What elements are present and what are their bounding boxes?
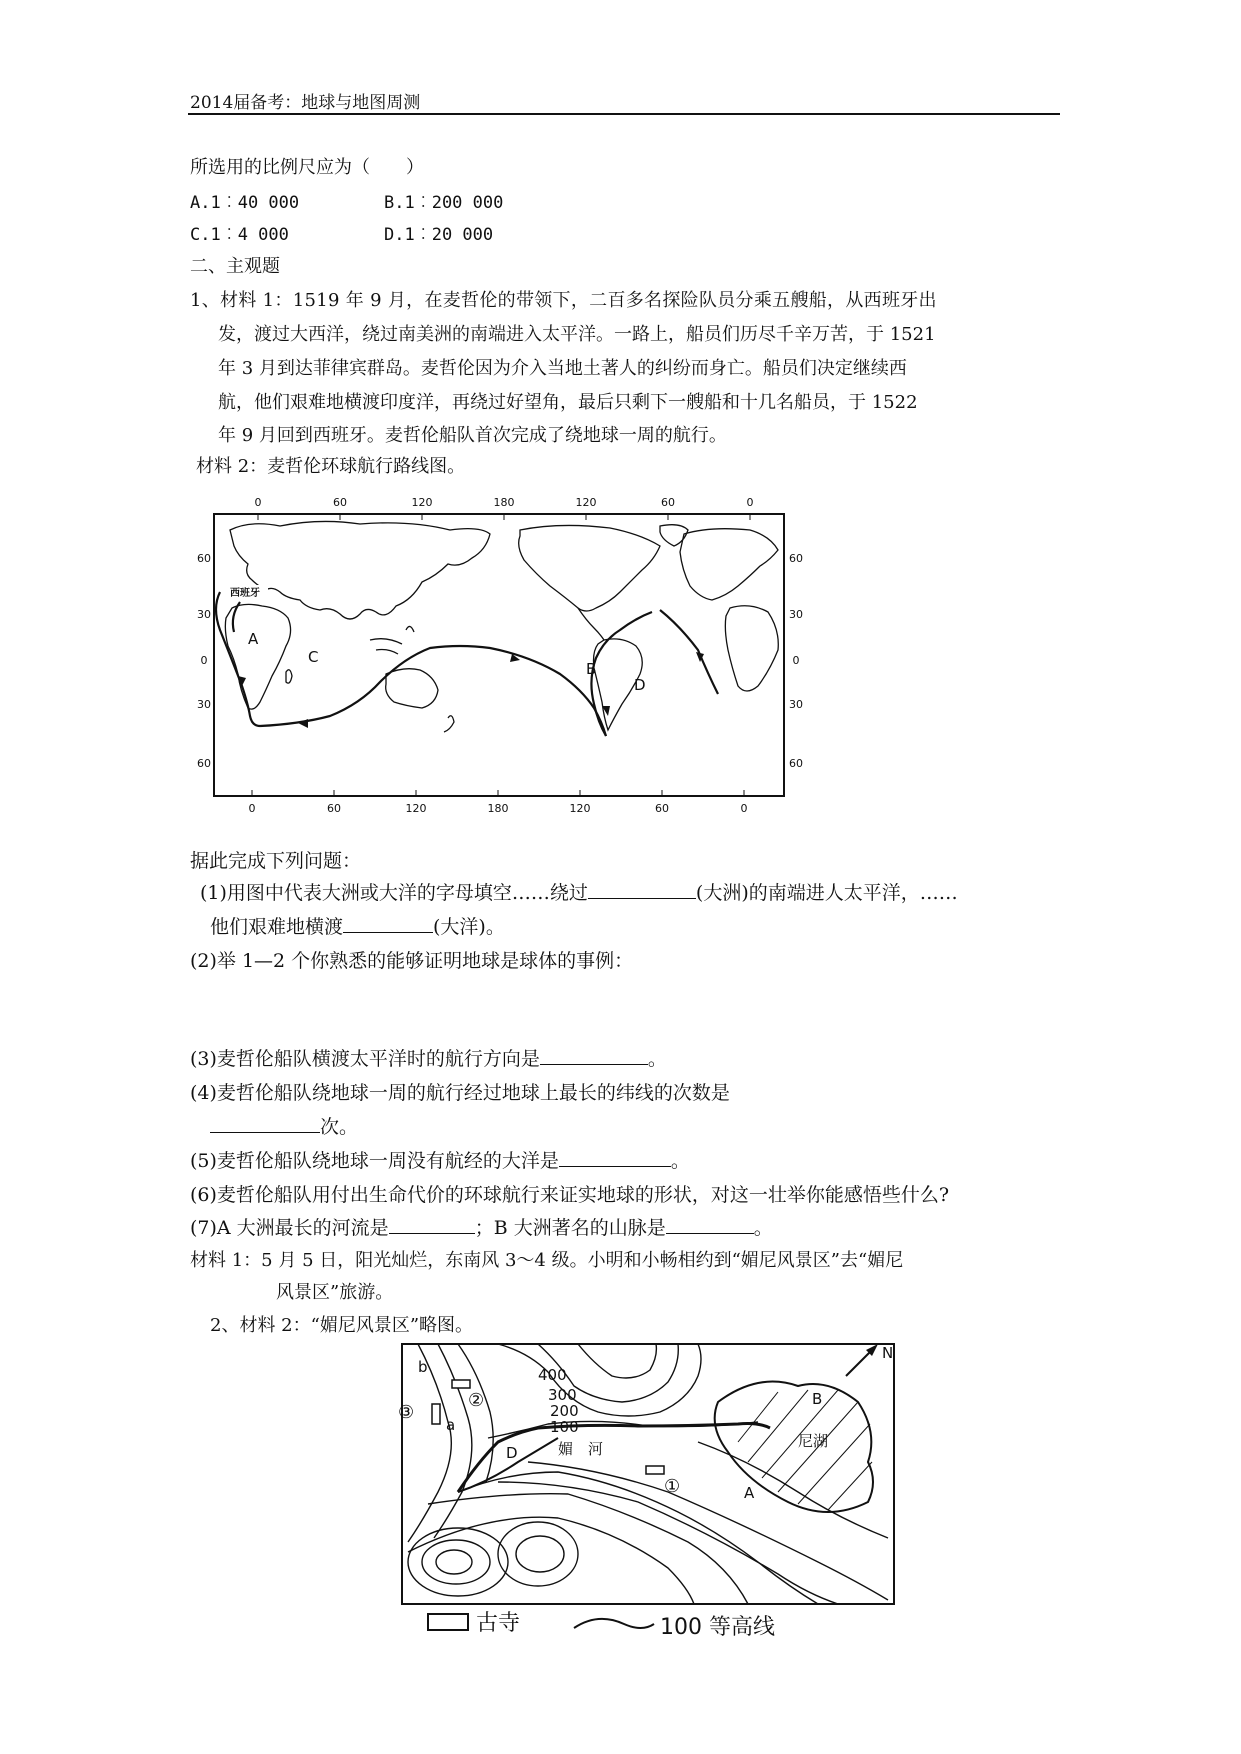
q1-material1-line3: 年 3 月到达菲律宾群岛。麦哲伦因为介入当地土著人的纠纷而身亡。船员们决定继续西 (218, 358, 907, 379)
contour-label: 100 (550, 1418, 579, 1436)
legend-temple-icon (428, 1614, 468, 1630)
map-top-tick: 60 (661, 496, 675, 509)
q1-sub4-answer: 次。 (210, 1112, 358, 1139)
q1-sub6: (6)麦哲伦船队用付出生命代价的环球航行来证实地球的形状，对这一壮举你能感悟些什么? (190, 1184, 950, 1206)
legend-contour-label: 100 等高线 (660, 1615, 775, 1640)
q1-sub3: (3)麦哲伦船队横渡太平洋时的航行方向是 。 (190, 1048, 667, 1070)
map-label-north: N (882, 1344, 894, 1362)
map-top-tick: 0 (254, 496, 262, 509)
map-label-d: D (634, 676, 646, 694)
q2-material1-line2: 风景区”旅游。 (276, 1282, 394, 1303)
q1-sub7-blank-river[interactable] (389, 1215, 475, 1234)
map-bottom-tick: 0 (740, 802, 748, 815)
map-label-site-3: ③ (398, 1402, 415, 1423)
map-top-tick: 120 (411, 496, 433, 509)
map-label-a: A (248, 630, 259, 648)
map-label-B: B (812, 1390, 823, 1408)
header-rule (188, 113, 1060, 115)
section-title: 二、主观题 (190, 256, 280, 277)
q1-material1-line5: 年 9 月回到西班牙。麦哲伦船队首次完成了绕地球一周的航行。 (218, 425, 727, 446)
q1-sub7: (7)A 大洲最长的河流是 ；B 大洲著名的山脉是 。 (190, 1217, 773, 1239)
contour-label: 400 (538, 1366, 567, 1384)
map-label-lake: 尼湖 (798, 1432, 829, 1450)
map-label-b-lower: b (418, 1358, 428, 1376)
map-top-tick: 60 (333, 496, 347, 509)
q1-sub1-line1: (1)用图中代表大洲或大洋的字母填空……绕过 (大洲)的南端进人太平洋，…… (200, 882, 958, 904)
map-right-tick: 30 (789, 608, 803, 621)
map-bottom-tick: 0 (248, 802, 256, 815)
scale-option-b: B.1︰200 000 (384, 193, 504, 213)
q1-sub2: (2)举 1—2 个你熟悉的能够证明地球是球体的事例： (190, 950, 634, 972)
q1-sub5: (5)麦哲伦船队绕地球一周没有航经的大洋是 。 (190, 1150, 690, 1172)
map-label-spain: 西班牙 (230, 588, 260, 599)
q1-material1-line4: 航，他们艰难地横渡印度洋，再绕过好望角，最后只剩下一艘船和十几名船员，于 1522 (218, 392, 918, 413)
contour-label: 200 (550, 1402, 579, 1420)
q1-sub1-blank-ocean[interactable] (343, 914, 433, 933)
legend-contour-icon (574, 1619, 654, 1628)
page-header: 2014届备考：地球与地图周测 (190, 93, 421, 113)
q1-instruction: 据此完成下列问题： (190, 850, 362, 872)
map-right-tick: 60 (789, 552, 803, 565)
map-top-tick: 0 (746, 496, 754, 509)
scale-question-stem: 所选用的比例尺应为（ ） (190, 157, 424, 178)
q1-sub4: (4)麦哲伦船队绕地球一周的航行经过地球上最长的纬线的次数是 (190, 1082, 730, 1104)
map-left-tick: 60 (197, 757, 211, 770)
map-top-tick: 180 (493, 496, 515, 509)
map-right-tick: 60 (789, 757, 803, 770)
map-bottom-tick: 120 (569, 802, 591, 815)
map-bottom-tick: 180 (487, 802, 509, 815)
magellan-route-map (190, 490, 810, 815)
map-label-c: C (308, 648, 319, 666)
map-bottom-tick: 60 (327, 802, 341, 815)
map-label-d: D (506, 1444, 518, 1462)
scale-option-c: C.1︰4 000 (190, 225, 289, 245)
map-left-tick: 60 (197, 552, 211, 565)
q1-sub4-blank[interactable] (210, 1114, 320, 1133)
scale-option-d: D.1︰20 000 (384, 225, 494, 245)
map-label-site-2: ② (468, 1390, 485, 1411)
q1-sub3-blank[interactable] (540, 1046, 648, 1065)
q1-sub5-blank[interactable] (559, 1148, 671, 1167)
q2-material2-caption: 2、材料 2：“媚尼风景区”略图。 (210, 1315, 474, 1336)
map-label-A: A (744, 1484, 755, 1502)
map-right-tick: 0 (792, 654, 800, 667)
map-left-tick: 30 (197, 698, 211, 711)
map-bottom-tick: 60 (655, 802, 669, 815)
map-right-tick: 30 (789, 698, 803, 711)
q1-material2-caption: 材料 2：麦哲伦环球航行路线图。 (196, 456, 466, 477)
map-left-tick: 30 (197, 608, 211, 621)
q1-sub1-line2: 他们艰难地横渡 (大洋)。 (210, 916, 505, 938)
map-label-a-lower: a (446, 1416, 456, 1434)
q1-sub1-blank-continent[interactable] (588, 880, 696, 899)
map-label-river: 媚 河 (558, 1440, 604, 1458)
q1-material1-line1: 1、材料 1：1519 年 9 月，在麦哲伦的带领下，二百多名探险队员分乘五艘船，从西班牙出 (190, 290, 937, 311)
legend-temple-label: 古寺 (476, 1611, 521, 1636)
q2-material1-line1: 材料 1：5 月 5 日，阳光灿烂，东南风 3～4 级。小明和小畅相约到“媚尼风景区”去“媚尼 (190, 1250, 904, 1271)
scale-option-a: A.1︰40 000 (190, 193, 300, 213)
meini-scenic-map (398, 1342, 898, 1672)
map-label-b: B (586, 660, 597, 678)
q1-material1-line2: 发，渡过大西洋，绕过南美洲的南端进入太平洋。一路上，船员们历尽千辛万苦，于 1521 (218, 324, 936, 345)
map-bottom-tick: 120 (405, 802, 427, 815)
map-label-site-1: ① (664, 1476, 681, 1497)
q1-sub7-blank-mountain[interactable] (666, 1215, 754, 1234)
contour-label: 300 (548, 1386, 577, 1404)
map-top-tick: 120 (575, 496, 597, 509)
map-left-tick: 0 (200, 654, 208, 667)
